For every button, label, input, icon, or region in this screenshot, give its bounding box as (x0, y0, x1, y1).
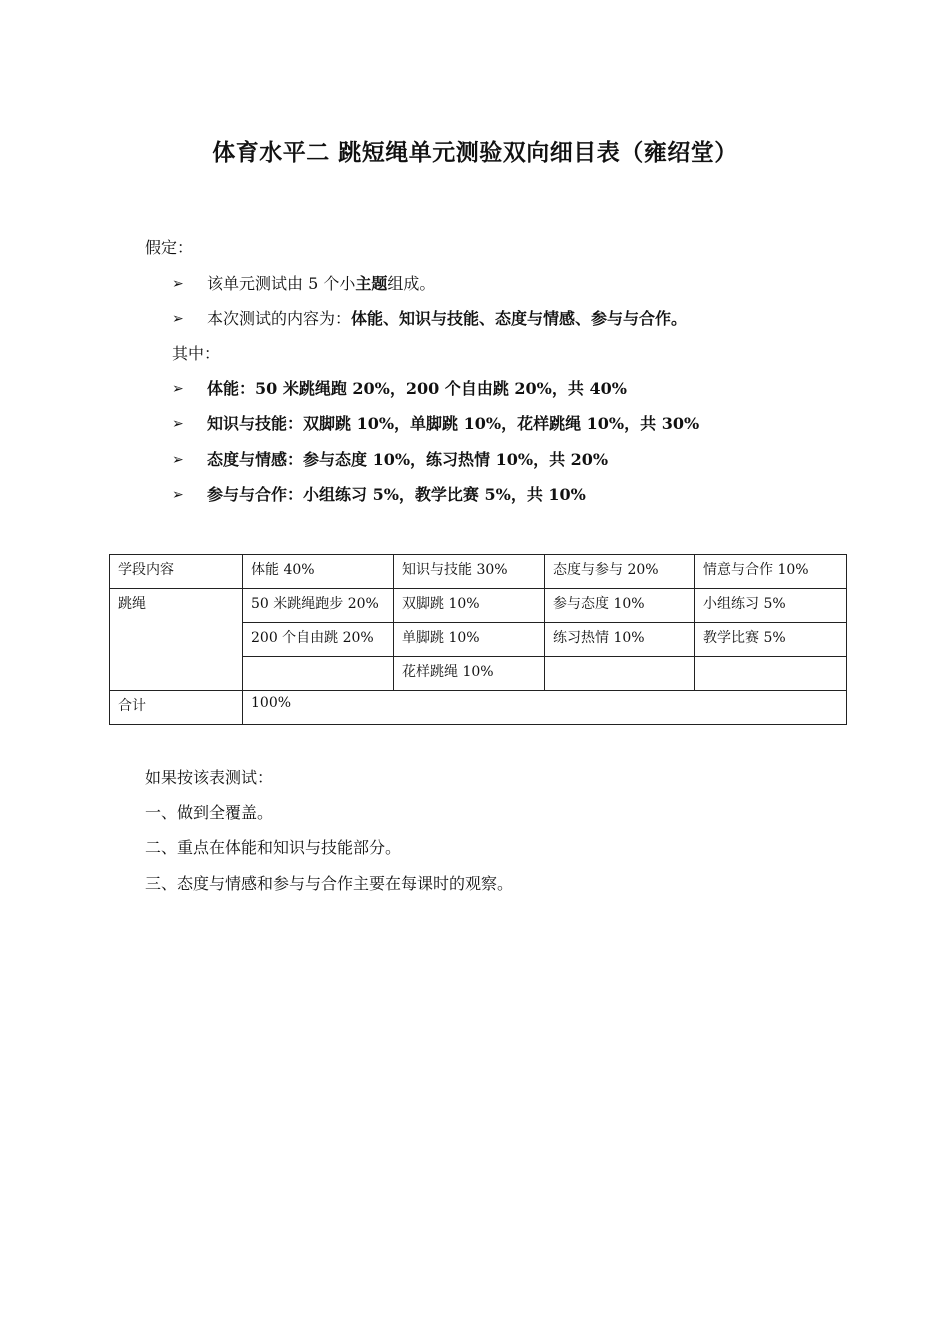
among-label: 其中： (172, 344, 221, 363)
arrow-bullet-icon: ➢ (172, 276, 184, 292)
table-cell: 双脚跳 10% (394, 589, 545, 623)
table-cell (695, 657, 847, 691)
table-row (110, 589, 847, 623)
detail-item: 态度与情感：参与态度 10%，练习热情 10%，共 20% (207, 450, 609, 469)
conclusion-item: 一、做到全覆盖。 (145, 803, 274, 822)
table-header-cell: 学段内容 (110, 555, 243, 589)
table-cell: 200 个自由跳 20% (243, 623, 394, 657)
intro-item: 该单元测试由 5 个小主题组成。 (207, 274, 436, 293)
row-label-cell: 跳绳 (110, 589, 243, 691)
intro-item: 本次测试的内容为：体能、知识与技能、态度与情感、参与与合作。 (207, 309, 688, 328)
table-cell: 单脚跳 10% (394, 623, 545, 657)
table-header-cell: 态度与参与 20% (545, 555, 695, 589)
table-cell: 50 米跳绳跑步 20% (243, 589, 394, 623)
conclusion-item: 三、态度与情感和参与与合作主要在每课时的观察。 (145, 874, 514, 893)
detail-item: 知识与技能：双脚跳 10%，单脚跳 10%，花样跳绳 10%，共 30% (207, 414, 700, 433)
table-cell: 花样跳绳 10% (394, 657, 545, 691)
table-cell: 教学比赛 5% (695, 623, 847, 657)
table-header-cell: 情意与合作 10% (695, 555, 847, 589)
arrow-bullet-icon: ➢ (172, 452, 184, 468)
page-title: 体育水平二 跳短绳单元测验双向细目表（雍绍堂） (212, 140, 738, 166)
table-header-row (110, 555, 847, 589)
table-cell: 小组练习 5% (695, 589, 847, 623)
table-cell: 练习热情 10% (545, 623, 695, 657)
arrow-bullet-icon: ➢ (172, 311, 184, 327)
arrow-bullet-icon: ➢ (172, 487, 184, 503)
assumption-label: 假定： (145, 238, 194, 257)
table-header-cell: 体能 40% (243, 555, 394, 589)
detail-item: 参与与合作：小组练习 5%，教学比赛 5%，共 10% (207, 485, 586, 504)
test-spec-table (109, 554, 847, 725)
arrow-bullet-icon: ➢ (172, 416, 184, 432)
table-cell (545, 657, 695, 691)
total-value-cell: 100% (243, 691, 847, 725)
conclusion-item: 二、重点在体能和知识与技能部分。 (145, 838, 402, 857)
total-label-cell: 合计 (110, 691, 243, 725)
detail-item: 体能：50 米跳绳跑 20%，200 个自由跳 20%，共 40% (207, 379, 627, 398)
table-cell (243, 657, 394, 691)
table-total-row (110, 691, 847, 725)
conclusion-label: 如果按该表测试： (145, 768, 274, 787)
table-cell: 参与态度 10% (545, 589, 695, 623)
table-header-cell: 知识与技能 30% (394, 555, 545, 589)
arrow-bullet-icon: ➢ (172, 381, 184, 397)
